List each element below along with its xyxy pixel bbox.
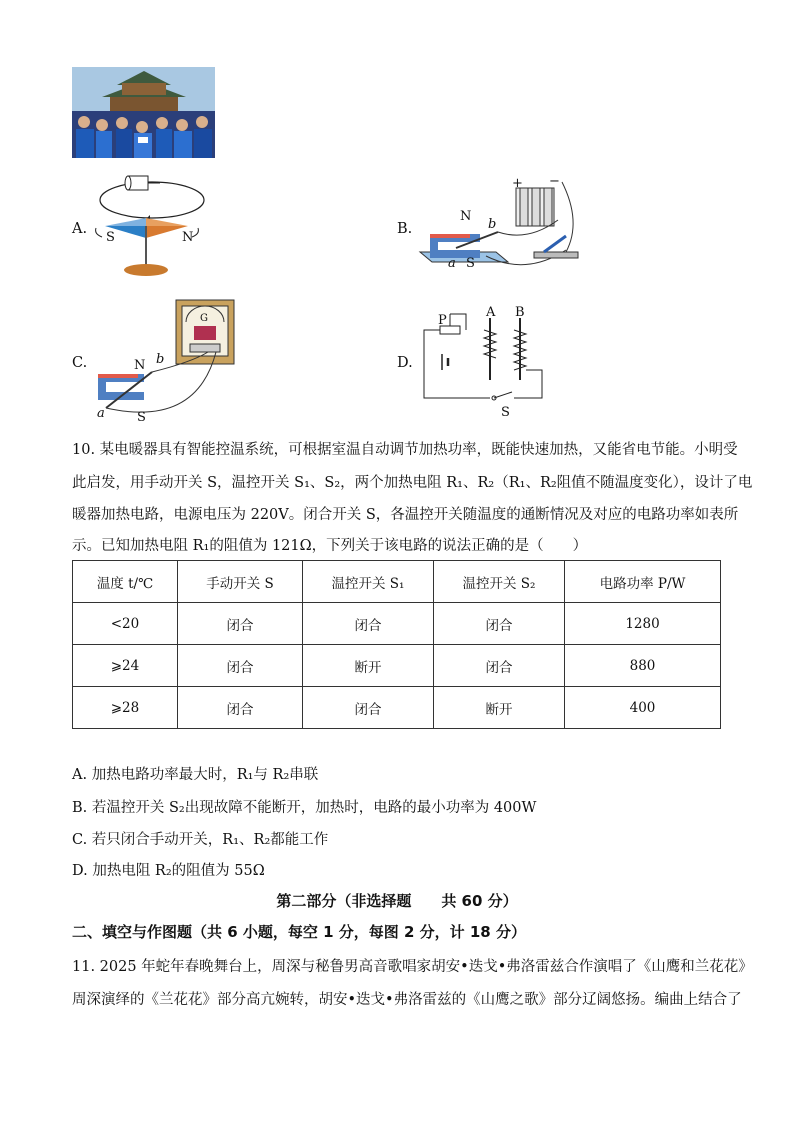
table-header-cell: 温控开关 S₁ <box>303 561 434 603</box>
table-row <box>73 645 721 687</box>
table-cell: 闭合 <box>303 687 434 729</box>
q10-line-4: 示。已知加热电阻 R₁的阻值为 121Ω，下列关于该电路的说法正确的是（ ） <box>72 538 588 554</box>
diagram-a-coil-compass <box>90 168 220 283</box>
table-cell: 闭合 <box>434 645 565 687</box>
motor-b-label: b <box>488 217 497 232</box>
diagram-b-motor-battery <box>416 172 586 276</box>
q11-line-1: 11. 2025 年蛇年春晚舞台上，周深与秘鲁男高音歌唱家胡安•迭戈•弗洛雷兹合作演唱了《山鹰和兰花花》 <box>72 959 753 975</box>
table-cell: 闭合 <box>178 687 303 729</box>
table-row <box>73 603 721 645</box>
q10-line-2: 此启发，用手动开关 S，温控开关 S₁、S₂，两个加热电阻 R₁、R₂（R₁、R₂阻值不随温度变化），设计了电 <box>72 475 753 491</box>
table-cell: 400 <box>565 687 721 729</box>
part-two-heading: 第二部分（非选择题 共 60 分） <box>276 892 518 910</box>
galvanometer-g-label: G <box>200 313 208 324</box>
q11-line-2: 周深演绎的《兰花花》部分高亢婉转，胡安•迭戈•弗洛雷兹的《山鹰之歌》部分辽阔悠扬。编曲上结合了 <box>72 992 742 1008</box>
q10-option-c: C. 若只闭合手动开关，R₁、R₂都能工作 <box>72 832 329 848</box>
table-header-cell: 电路功率 P/W <box>565 561 721 603</box>
table-header-cell: 手动开关 S <box>178 561 303 603</box>
q10-option-b: B. 若温控开关 S₂出现故障不能断开，加热时，电路的最小功率为 400W <box>72 800 537 816</box>
section-heading: 二、填空与作图题（共 6 小题，每空 1 分，每图 2 分，计 18 分） <box>72 923 526 941</box>
table-cell: 1280 <box>565 603 721 645</box>
gen-s-label: S <box>137 410 146 425</box>
table-cell: ⩾28 <box>73 687 178 729</box>
gen-n-label: N <box>134 358 146 373</box>
diagram-d-electromagnets <box>416 300 546 410</box>
battery-plus-label: + <box>512 176 523 191</box>
gen-b-label: b <box>156 352 165 367</box>
table-cell: 闭合 <box>178 645 303 687</box>
option-c-label: C. <box>72 355 88 371</box>
option-b-label: B. <box>397 221 413 237</box>
q10-line-1: 10. 某电暖器具有智能控温系统，可根据室温自动调节加热功率，既能快速加热，又能省电节能。小明受 <box>72 442 738 458</box>
table-cell: 闭合 <box>434 603 565 645</box>
rheostat-p-label: P <box>438 313 447 328</box>
q10-line-3: 暖器加热电路，电源电压为 220V。闭合开关 S，各温控开关随温度的通断情况及对应的电路功率如表所 <box>72 507 739 523</box>
table-cell: 闭合 <box>303 603 434 645</box>
table-row <box>73 687 721 729</box>
switch-power-table <box>72 560 721 729</box>
battery-minus-label: − <box>549 174 560 189</box>
switch-s-label: S <box>501 405 510 420</box>
table-header-row <box>73 561 721 603</box>
table-cell: ⩾24 <box>73 645 178 687</box>
table-cell: 880 <box>565 645 721 687</box>
motor-s-label: S <box>466 256 475 271</box>
motor-a-label: a <box>448 256 456 271</box>
magnet-a-label: A <box>486 305 496 320</box>
diagram-c-galvanometer <box>90 298 240 422</box>
q10-option-a: A. 加热电路功率最大时，R₁与 R₂串联 <box>72 767 319 783</box>
table-header-cell: 温控开关 S₂ <box>434 561 565 603</box>
table-cell: 闭合 <box>178 603 303 645</box>
table-cell: <20 <box>73 603 178 645</box>
compass-n-label: N <box>182 230 194 245</box>
motor-n-label: N <box>460 209 472 224</box>
option-d-label: D. <box>397 355 413 371</box>
q10-option-d: D. 加热电阻 R₂的阻值为 55Ω <box>72 863 265 879</box>
table-cell: 断开 <box>303 645 434 687</box>
option-a-label: A. <box>72 221 88 237</box>
bell-tower-marathon-photo <box>72 67 215 158</box>
gen-a-label: a <box>97 406 105 421</box>
magnet-b-label: B <box>515 305 525 320</box>
compass-s-label: S <box>106 230 115 245</box>
table-cell: 断开 <box>434 687 565 729</box>
table-header-cell: 温度 t/℃ <box>73 561 178 603</box>
